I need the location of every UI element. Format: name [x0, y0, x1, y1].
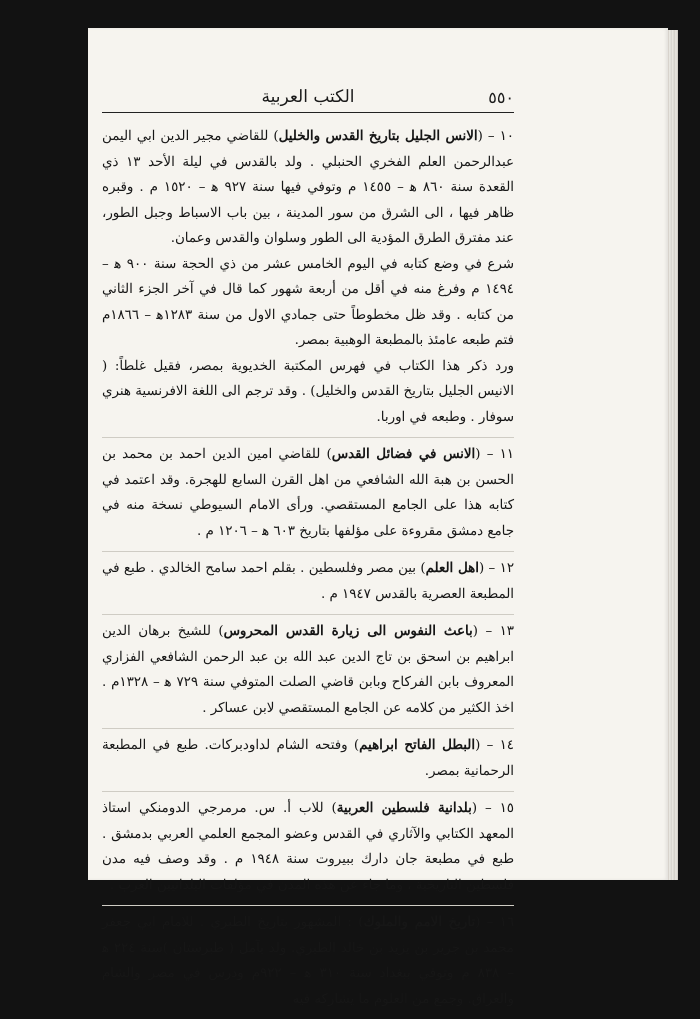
entry-paragraph — [102, 442, 514, 544]
page-header — [102, 88, 514, 113]
book-title: اهل العلم — [425, 560, 479, 576]
page-number: ٥٥٠ — [488, 88, 514, 107]
book-title: البطل الفاتح ابراهيم — [359, 737, 476, 753]
book-title: الانس الجليل بتاريخ القدس والخليل — [278, 128, 478, 144]
book-title: تاريخ الامم والملوك — [363, 914, 476, 930]
page-content — [102, 120, 514, 1019]
entry-number: ١٦ – ( — [475, 915, 515, 930]
bibliography-entry — [102, 120, 514, 437]
entry-number: ١٣ – ( — [472, 624, 514, 639]
entry-number: ١٥ – ( — [471, 801, 514, 816]
entry-text: ) : المشهور بتاريخ الطبري . للامام ابي جعفر محمد بن جرير بن يزيد بن خالد الطبري. ولد بآمل ( طبرستان )سنة ٢٢٤ ﻫ – ٨٣٨ م وتوفي ببغداد سنة ٣١٠ ﻫ – ٩٢٢م ودرس في مصر والشام والعراق. وجمع من العلوم ما يشاركه فيه — [102, 915, 514, 1007]
book-title: باعث النفوس الى زيارة القدس المحروس — [223, 623, 473, 639]
entry-paragraph — [102, 910, 514, 1012]
entry-text: ) وفتحه الشام لداودبركات. طبع في المطبعة الرحمانية بمصر. — [102, 738, 514, 779]
entry-number: ١٢ – ( — [478, 561, 515, 576]
entry-paragraph — [102, 252, 514, 354]
bibliography-entry — [102, 729, 514, 791]
bibliography-entry — [102, 906, 514, 1019]
entry-number: ١١ – ( — [475, 447, 514, 462]
entry-paragraph — [102, 733, 514, 784]
entry-text: ) للقاضي امين الدين احمد بن محمد بن الحسن بن هبة الله الشافعي من اهل القرن السابع للهجرة. وقد اعتمد في كتابه هذا على الجامع المستقصي. ورأى الامام السيوطي نسخة منه في جامع دمشق مقروءة على مؤلفها بتاريخ ٦٠٣ ﻫ – ١٢٠٦ م . — [102, 447, 514, 539]
entry-text: شرع في وضع كتابه في اليوم الخامس عشر من ذي الحجة سنة ٩٠٠ ﻫ – ١٤٩٤ م وفرغ منه في أقل من أربعة شهور كما قال في آخر الجزء الثاني من كتابه . وقد ظل مخطوطاً حتى جمادي الاول من سنة ١٢٨٣ﻫ – ١٨٦٦م فتم طبعه عامئذ بالمطبعة الوهبية بمصر. — [102, 256, 514, 348]
entry-paragraph — [102, 619, 514, 721]
entry-paragraph — [102, 124, 514, 252]
entry-paragraph — [102, 796, 514, 898]
bibliography-entry — [102, 552, 514, 614]
bibliography-entry — [102, 438, 514, 551]
entry-text: ) للقاضي مجير الدين ابي اليمن عبدالرحمن العلم الفخري الحنبلي . ولد بالقدس في ليلة الأحد ١٣ ذي القعدة سنة ٨٦٠ ﻫ – ١٤٥٥ م وتوفي فيها سنة ٩٢٧ ﻫ – ١٥٢٠ م . وقبره ظاهر فيها ، الى الشرق من سور المدينة ، بين باب الاسباط وجبل الطور، عند مفترق الطرق المؤدية الى الطور وسلوان والقدس وعمان. — [102, 129, 515, 246]
running-title: الكتب العربية — [261, 87, 355, 107]
book-title: بلدانية فلسطين العربية — [336, 800, 472, 816]
entry-number: ١٠ – ( — [477, 129, 514, 144]
entry-paragraph — [102, 354, 514, 431]
entry-text: ) للشيخ برهان الدين ابراهيم بن اسحق بن تاج الدين عبد الله بن عبد الرحمن الشافعي الفزاري المعروف بابن الفركاح وبابن قاضي الصلت المتوفي سنة ٧٢٩ ﻫ – ١٣٢٨م . اخذ الكثير من كلامه عن الجامع المستقصي لابن عساكر . — [102, 624, 514, 716]
entry-number: ١٤ – ( — [475, 738, 514, 753]
entry-text: ) بين مصر وفلسطين . بقلم احمد سامح الخالدي . طبع في المطبعة العصرية بالقدس ١٩٤٧ م . — [102, 561, 514, 602]
bibliography-entry — [102, 615, 514, 728]
entry-text: ) للاب أ. س. مرمرجي الدومنكي استاذ المعهد الكتابي والآثاري في القدس وعضو المجمع العلمي العربي بدمشق . طبع في مطبعة جان دارك ببيروت سنة ١٩٤٨ م . وقد وصف فيه مدن فلسطين التاريخية ، وما جاء عن هذه المدن في مؤلفات البلدانيين العرب . — [102, 801, 514, 893]
book-title: الانس في فضائل القدس — [331, 446, 476, 462]
bibliography-entry — [102, 792, 514, 905]
entry-paragraph — [102, 556, 514, 607]
entry-text: ورد ذكر هذا الكتاب في فهرس المكتبة الخديوية بمصر، فقيل غلطاً: ( الانيس الجليل بتاريخ القدس والخليل) . وقد ترجم الى اللغة الافرنسية هنري سوفار . وطبعه في اوربا. — [102, 358, 514, 425]
